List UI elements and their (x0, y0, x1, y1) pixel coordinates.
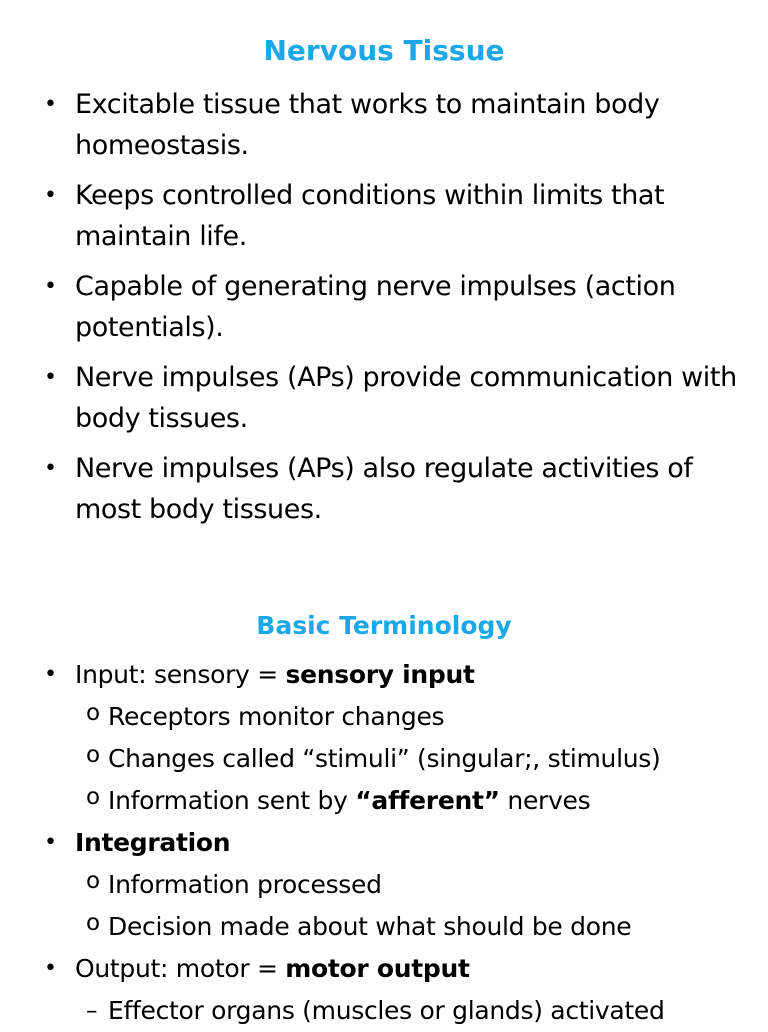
output-bold: motor output (285, 954, 470, 983)
list-item-text: Nerve impulses (APs) also regulate activities of most body tissues. (75, 453, 693, 525)
sub-item-text: Effector organs (muscles or glands) activated (108, 996, 665, 1025)
list-item (44, 357, 744, 439)
afferent-prefix: Information sent by (108, 786, 356, 815)
bullet-icon: • (44, 456, 57, 481)
circle-bullet-icon: o (86, 868, 100, 894)
sub-item-text: Information processed (108, 870, 382, 899)
list-item-output (44, 948, 764, 990)
section-heading: Basic Terminology (256, 611, 512, 640)
sub-list-item (44, 906, 764, 948)
list-item-text: Keeps controlled conditions within limits that maintain life. (75, 180, 665, 252)
list-item-input (44, 654, 764, 696)
sub-list-item (44, 990, 764, 1032)
sub-list-item (44, 780, 764, 822)
list-item (44, 175, 744, 257)
sub-list-item (44, 738, 764, 780)
list-item (44, 84, 744, 166)
sub-list-item (44, 696, 764, 738)
circle-bullet-icon: o (86, 910, 100, 936)
list-item-integration (44, 822, 764, 864)
sub-item-text: Decision made about what should be done (108, 912, 632, 941)
bullet-icon: • (44, 92, 57, 117)
sub-item-text: Changes called “stimuli” (singular;, stimulus) (108, 744, 661, 773)
output-prefix: Output: motor = (75, 954, 286, 983)
input-bold: sensory input (285, 660, 475, 689)
afferent-bold: “afferent” (355, 786, 500, 815)
afferent-suffix: nerves (499, 786, 591, 815)
nervous-tissue-list (44, 84, 744, 539)
list-item (44, 448, 744, 530)
sub-item-text: Receptors monitor changes (108, 702, 445, 731)
bullet-icon: • (44, 183, 57, 208)
bullet-icon: • (44, 365, 57, 390)
circle-bullet-icon: o (86, 784, 100, 810)
bullet-icon: • (44, 956, 57, 981)
list-item-text: Capable of generating nerve impulses (action potentials). (75, 271, 676, 343)
bullet-icon: • (44, 662, 57, 687)
circle-bullet-icon: o (86, 742, 100, 768)
input-prefix: Input: sensory = (75, 660, 286, 689)
bullet-icon: • (44, 830, 57, 855)
list-item-text: Excitable tissue that works to maintain body homeostasis. (75, 89, 660, 161)
integration-label: Integration (75, 828, 231, 857)
terminology-list (44, 654, 764, 1032)
page-title: Nervous Tissue (263, 34, 505, 67)
dash-bullet-icon: – (86, 998, 98, 1024)
list-item-text: Nerve impulses (APs) provide communication with body tissues. (75, 362, 737, 434)
sub-list-item (44, 864, 764, 906)
bullet-icon: • (44, 274, 57, 299)
circle-bullet-icon: o (86, 700, 100, 726)
list-item (44, 266, 744, 348)
